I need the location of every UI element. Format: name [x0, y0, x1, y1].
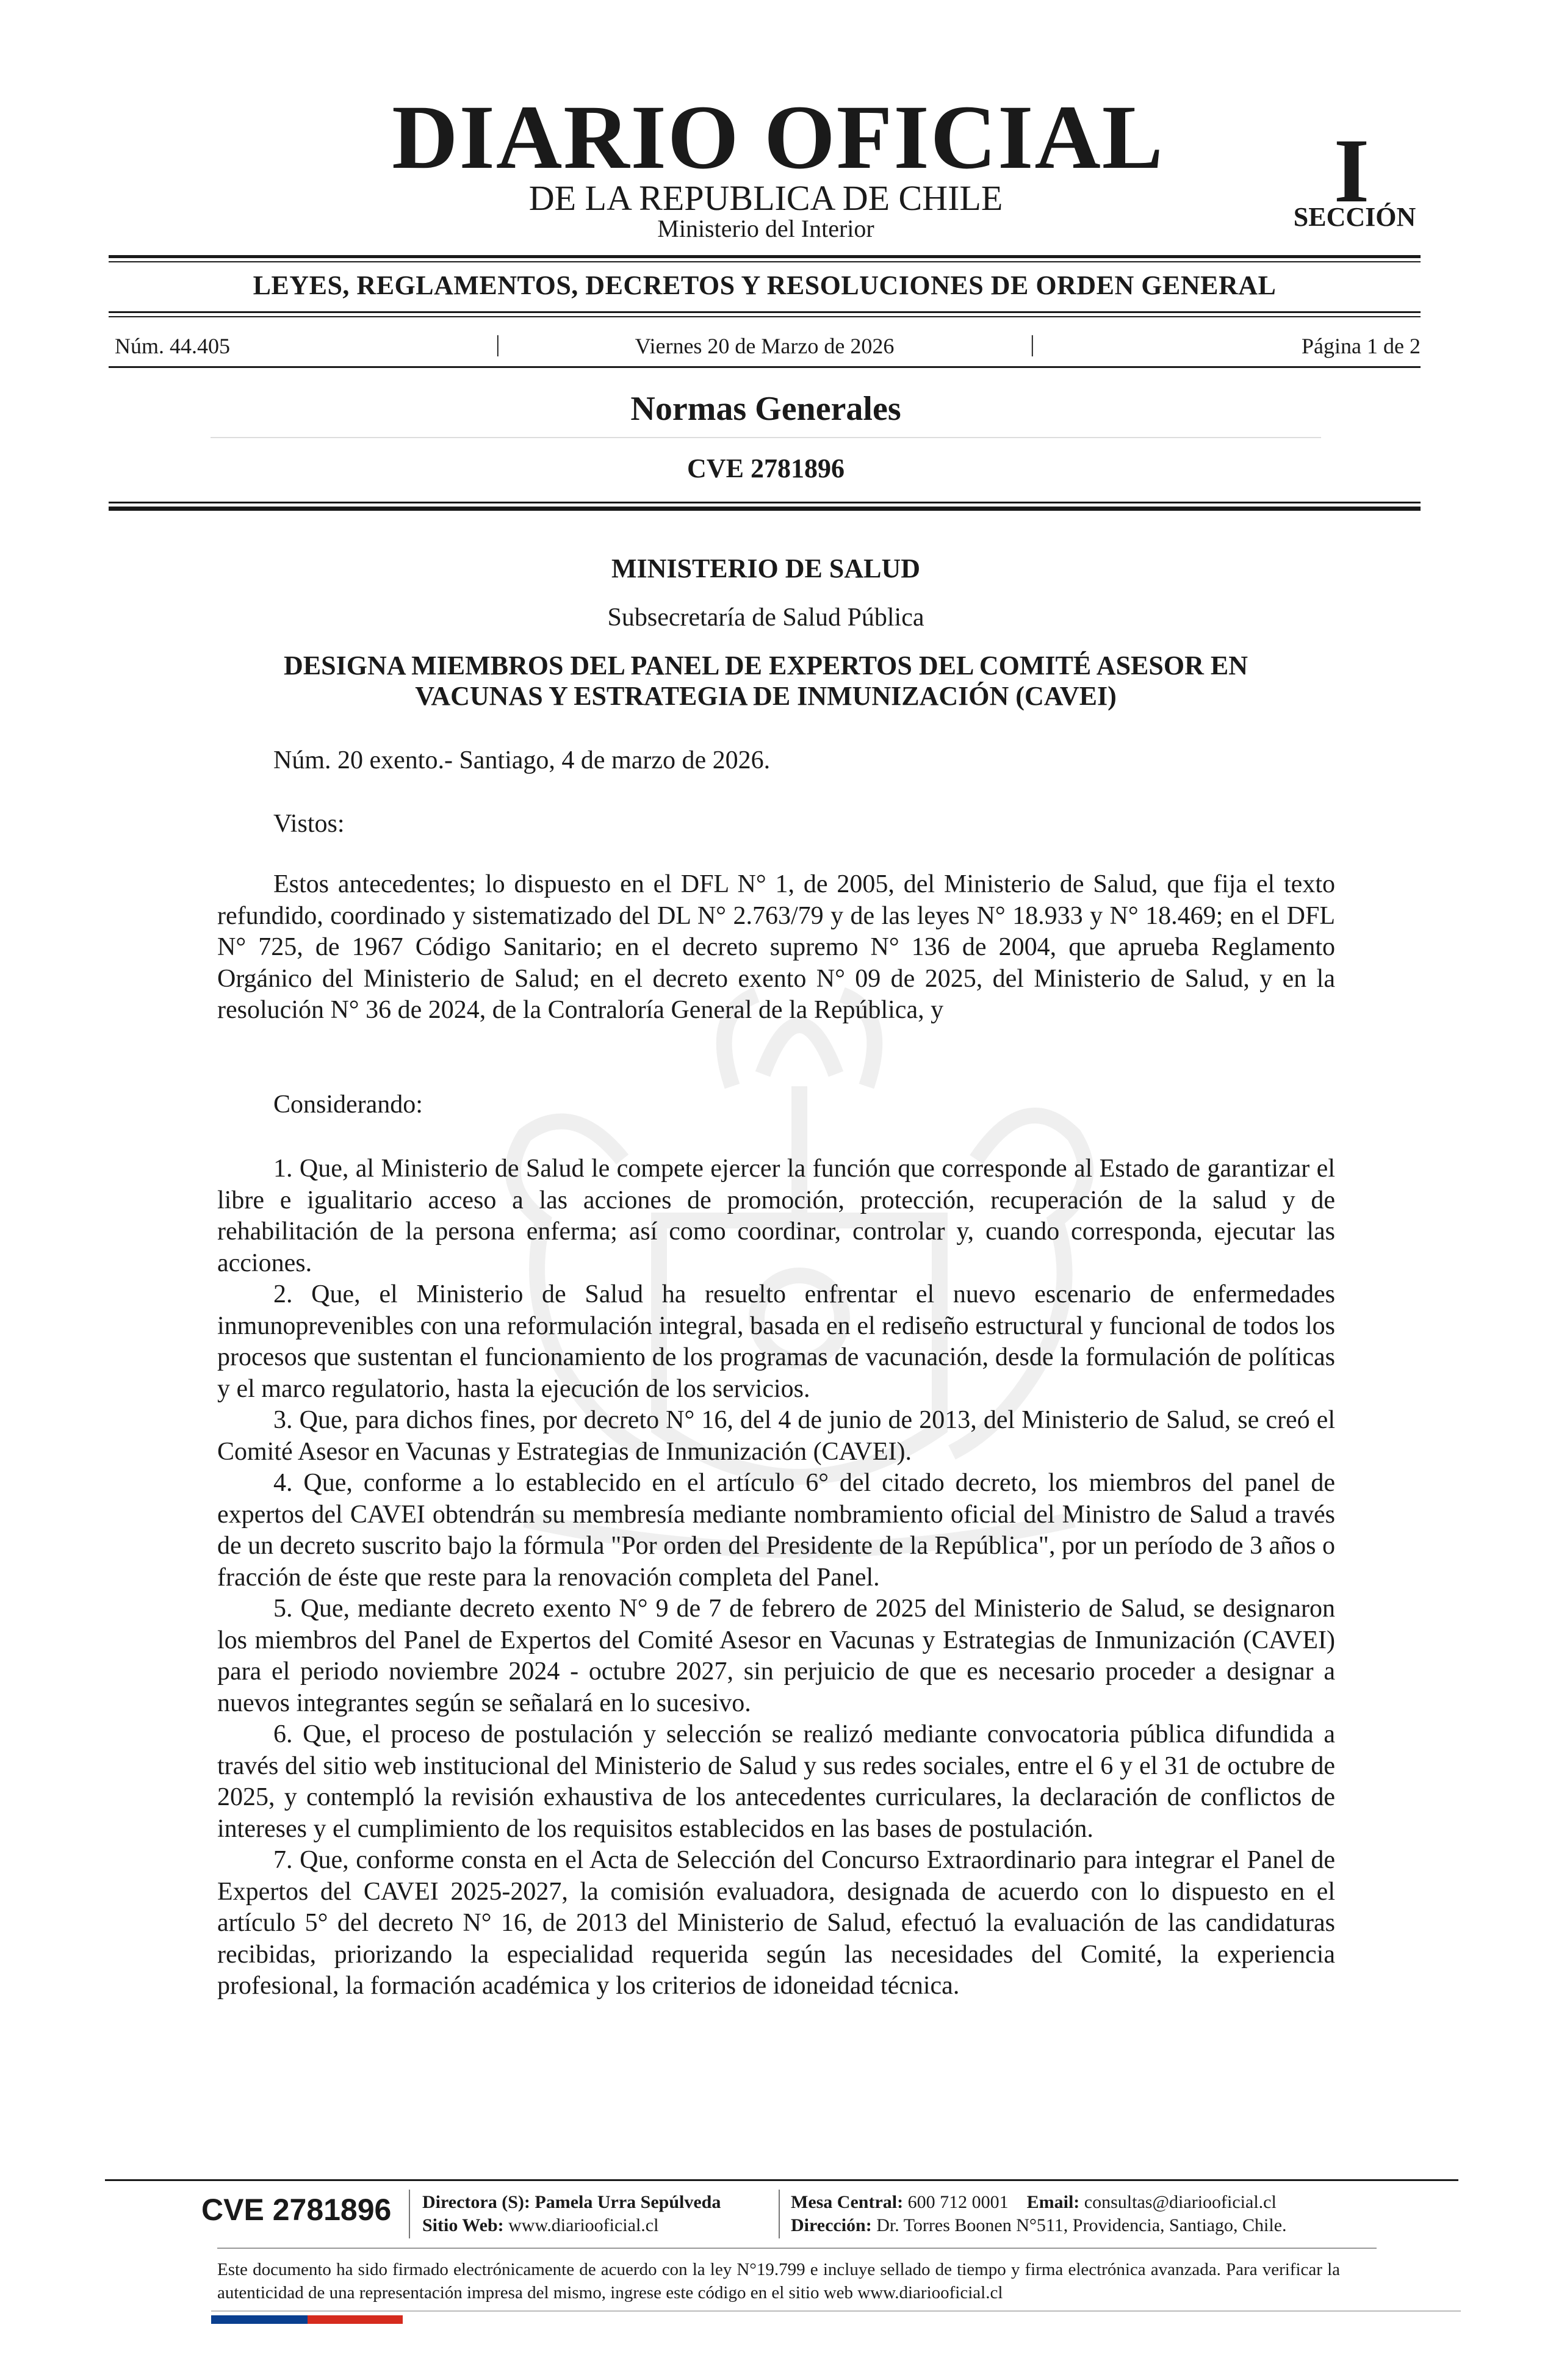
masthead-ministry: Ministerio del Interior — [657, 215, 874, 242]
masthead-title: DIARIO OFICIAL — [392, 87, 1164, 188]
direccion-value: Dr. Torres Boonen N°511, Providencia, Santiago, Chile. — [876, 2215, 1287, 2235]
header-rule-thick — [109, 507, 1421, 511]
footer-rule-mid — [217, 2248, 1377, 2249]
email-label: Email: — [1026, 2192, 1080, 2212]
category-bar: LEYES, REGLAMENTOS, DECRETOS Y RESOLUCIONES DE ORDEN GENERAL — [253, 270, 1277, 300]
email-link[interactable]: consultas@diariooficial.cl — [1084, 2192, 1277, 2212]
issue-number: Núm. 44.405 — [115, 334, 230, 358]
document-title-line: VACUNAS Y ESTRATEGIA DE INMUNIZACIÓN (CAVEI) — [415, 681, 1117, 711]
decree-line: Núm. 20 exento.- Santiago, 4 de marzo de 2026. — [273, 746, 771, 774]
considerando-label: Considerando: — [273, 1091, 423, 1119]
flag-stripe-red — [308, 2315, 403, 2324]
category-rule-bottom — [109, 316, 1421, 317]
directora-name: Pamela Urra Sepúlveda — [535, 2192, 721, 2212]
considerando-item: 3. Que, para dichos fines, por decreto N° 16, del 4 de junio de 2013, del Ministerio de Salud, se creó el Comité Asesor en Vacunas y Estrategias de Inmunización (CAVEI). — [217, 1406, 1335, 1466]
web-link[interactable]: www.diariooficial.cl — [508, 2215, 659, 2235]
info-separator: | — [1030, 331, 1035, 357]
section-label: SECCIÓN — [1293, 202, 1416, 232]
document-title — [183, 651, 1349, 712]
vistos-paragraph: Estos antecedentes; lo dispuesto en el DFL N° 1, de 2005, del Ministerio de Salud, que fija el texto refundido, coordinado y sistematizado del DL N° 2.763/79 y de las leyes N° 18.933 y N° 18.469; en el DFL N° 725, de 1967 Código Sanitario; en el decreto supremo N° 136 de 2004, que aprueba Reglamento Orgánico del Ministerio de Salud; en el decreto exento N° 09 de 2025, del Ministerio de Salud, y en la resolución N° 36 de 2024, de la Contraloría General de la República, y — [217, 870, 1335, 1024]
page-indicator: Página 1 de 2 — [1302, 334, 1421, 358]
footer-website — [422, 2214, 658, 2237]
header-rule-thin — [109, 502, 1421, 503]
section-number: I — [1333, 120, 1370, 222]
footer-cve: CVE 2781896 — [201, 2193, 392, 2227]
footer-rule-bottom — [211, 2310, 1461, 2312]
footer-address — [791, 2214, 1287, 2237]
footer-divider — [779, 2190, 780, 2238]
considerando-item: 5. Que, mediante decreto exento N° 9 de 7 de febrero de 2025 del Ministerio de Salud, se designaron los miembros del Panel de Expertos del Comité Asesor en Vacunas y Estrategias de Inmunización (CAVEI) para el periodo noviembre 2024 - octubre 2027, sin perjuicio de que es necesario proceder a designar a nuevos integrantes según se señalará en lo sucesivo. — [217, 1595, 1335, 1717]
considerando-item: 2. Que, el Ministerio de Salud ha resuelto enfrentar el nuevo escenario de enfermedades inmunoprevenibles con una reformulación integral, basada en el rediseño estructural y funcional de todos los procesos que sustentan el funcionamiento de los programas de vacunación, desde la formulación de políticas y el marco regulatorio, hasta la ejecución de los servicios. — [217, 1280, 1335, 1403]
masthead-rule-thin — [109, 261, 1421, 262]
cve-code: CVE 2781896 — [687, 453, 845, 483]
issue-date: Viernes 20 de Marzo de 2026 — [635, 334, 895, 358]
considerando-item: 1. Que, al Ministerio de Salud le compete ejercer la función que corresponde al Estado de garantizar el libre e igualitario acceso a las acciones de promoción, protección, recuperación de la salud y de rehabilitación de la persona enferma; así como coordinar, controlar y, cuando corresponda, ejecutar las acciones. — [217, 1155, 1335, 1277]
footer-divider — [409, 2190, 410, 2238]
footer-directora — [422, 2191, 721, 2214]
info-separator: | — [495, 331, 500, 357]
footer-verification-note: Este documento ha sido firmado electrónicamente de acuerdo con la ley N°19.799 e incluye sellado de tiempo y firma electrónica avanzada. Para verificar la autenticidad de una representación impresa del mismo, ingrese este código en el sitio web www.diariooficial.cl — [217, 2260, 1340, 2302]
category-rule-top — [109, 311, 1421, 313]
masthead-rule-thick — [109, 255, 1421, 258]
directora-label: Directora (S): — [422, 2192, 530, 2212]
considerando-item: 4. Que, conforme a lo establecido en el artículo 6° del citado decreto, los miembros del panel de expertos del CAVEI obtendrán su membresía mediante nombramiento oficial del Ministro de Salud a través de un decreto suscrito bajo la fórmula "Por orden del Presidente de la República", por un período de 3 años o fracción de éste que reste para la renovación completa del Panel. — [217, 1469, 1335, 1592]
document-title-line: DESIGNA MIEMBROS DEL PANEL DE EXPERTOS DEL COMITÉ ASESOR EN — [284, 651, 1248, 680]
web-label: Sitio Web: — [422, 2215, 504, 2235]
mesa-label: Mesa Central: — [791, 2192, 904, 2212]
section-title-rule — [211, 437, 1321, 438]
info-rule — [109, 366, 1421, 368]
considerando-item: 7. Que, conforme consta en el Acta de Selección del Concurso Extraordinario para integrar el Panel de Expertos del CAVEI 2025-2027, la comisión evaluadora, designada de acuerdo con lo dispuesto en el artículo 5° del decreto N° 16, de 2013 del Ministerio de Salud, efectuó la evaluación de las candidaturas recibidas, priorizando la especialidad requerida según las necesidades del Comité, la experiencia profesional, la formación académica y los criterios de idoneidad técnica. — [217, 1846, 1335, 2000]
direccion-label: Dirección: — [791, 2215, 872, 2235]
ministry-heading: MINISTERIO DE SALUD — [611, 554, 921, 583]
footer-rule-top — [105, 2179, 1458, 2181]
masthead-subtitle: DE LA REPUBLICA DE CHILE — [528, 178, 1003, 218]
considerandos-list — [0, 1153, 1556, 2002]
mesa-value: 600 712 0001 — [907, 2192, 1009, 2212]
flag-stripe-blue — [211, 2315, 308, 2324]
vistos-label: Vistos: — [273, 810, 345, 838]
section-title: Normas Generales — [630, 390, 901, 428]
considerando-item: 6. Que, el proceso de postulación y selección se realizó mediante convocatoria pública difundida a través del sitio web institucional del Ministerio de Salud y sus redes sociales, entre el 6 y el 31 de octubre de 2025, y contempló la revisión exhaustiva de los antecedentes curriculares, la declaración de conflictos de intereses y el cumplimiento de los requisitos establecidos en las bases de postulación. — [217, 1720, 1335, 1843]
footer-contact — [791, 2191, 1277, 2214]
subsecretaria-heading: Subsecretaría de Salud Pública — [607, 604, 924, 632]
